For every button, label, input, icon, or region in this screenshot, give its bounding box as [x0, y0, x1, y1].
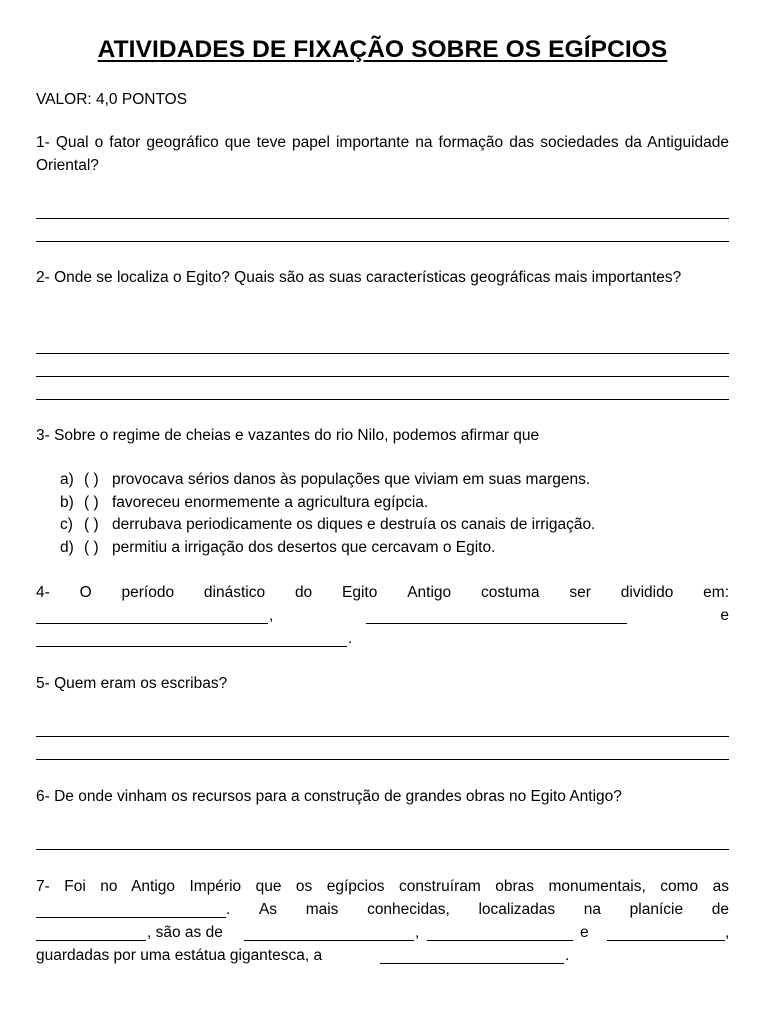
question-7-line-1: [36, 876, 729, 899]
q4-word: período: [121, 584, 175, 601]
option-letter: c): [60, 516, 73, 534]
q4-word: em:: [703, 584, 729, 601]
option-b: [60, 492, 595, 515]
answer-line[interactable]: [36, 218, 729, 219]
q7-word: .: [226, 901, 231, 918]
q4-word: dinástico: [203, 584, 266, 601]
answer-line[interactable]: [36, 241, 729, 242]
fill-blank[interactable]: [380, 947, 564, 964]
answer-line[interactable]: [36, 736, 729, 737]
answer-line[interactable]: [36, 353, 729, 354]
option-c: [60, 514, 595, 537]
option-text: provocava sérios danos às populações que viviam em suas margens.: [112, 471, 591, 488]
question-4-line-1: [36, 582, 729, 605]
q7-word: localizadas: [478, 901, 556, 918]
fill-blank[interactable]: [244, 924, 414, 941]
option-checkbox[interactable]: ( ): [84, 538, 99, 556]
q7-text: ,: [415, 924, 420, 941]
option-text: favoreceu enormemente a agricultura egípcia.: [112, 493, 429, 511]
fill-blank[interactable]: [366, 607, 627, 624]
answer-line[interactable]: [36, 376, 729, 377]
q7-word: na: [583, 901, 602, 918]
q7-word: mais: [305, 901, 339, 918]
fill-blank[interactable]: [36, 630, 347, 647]
q7-text: , são as de: [147, 924, 223, 941]
q4-word: 4-: [36, 584, 50, 601]
worksheet-page: [36, 0, 729, 1024]
q7-word: As: [258, 901, 278, 918]
q7-word: planície: [629, 901, 684, 918]
score-value: VALOR: 4,0 PONTOS: [36, 91, 188, 108]
option-text: permitiu a irrigação dos desertos que cercavam o Egito.: [112, 538, 496, 556]
q7-word: de: [711, 901, 729, 918]
q7-text: guardadas por uma estátua gigantesca, a: [36, 947, 323, 964]
page-title: ATIVIDADES DE FIXAÇÃO SOBRE OS EGÍPCIOS: [97, 36, 668, 63]
q4-word: do: [294, 584, 313, 601]
fill-blank[interactable]: [36, 924, 146, 941]
q7-text: 7- Foi no Antigo Império que os egípcios construíram obras monumentais, como as: [36, 878, 729, 895]
answer-line[interactable]: [36, 849, 729, 850]
question-3: 3- Sobre o regime de cheias e vazantes do rio Nilo, podemos afirmar que: [36, 427, 540, 444]
option-a: [60, 469, 595, 492]
option-letter: a): [60, 471, 74, 488]
option-checkbox[interactable]: ( ): [84, 493, 99, 511]
question-6: 6- De onde vinham os recursos para a construção de grandes obras no Egito Antigo?: [36, 788, 622, 805]
option-text: derrubava periodicamente os diques e destruía os canais de irrigação.: [112, 516, 596, 534]
q4-and: e: [720, 607, 729, 624]
q4-word: ser: [569, 584, 591, 601]
q7-text: ,: [725, 924, 730, 941]
q7-text: e: [580, 924, 589, 941]
q4-word: Antigo: [407, 584, 452, 601]
q4-period: .: [348, 630, 353, 647]
question-2: 2- Onde se localiza o Egito? Quais são as suas características geográficas mais importantes?: [36, 269, 682, 286]
question-1: 1- Qual o fator geográfico que teve papel importante na formação das sociedades da Antiguidade Oriental?: [36, 134, 729, 174]
answer-line[interactable]: [36, 759, 729, 760]
question-5: 5- Quem eram os escribas?: [36, 675, 228, 692]
option-letter: b): [60, 493, 74, 511]
option-letter: d): [60, 538, 74, 556]
fill-blank[interactable]: [36, 607, 268, 624]
fill-blank[interactable]: [36, 901, 226, 918]
q4-word: dividido: [620, 584, 674, 601]
fill-blank[interactable]: [427, 924, 573, 941]
q4-word: Egito: [342, 584, 378, 601]
fill-blank[interactable]: [607, 924, 725, 941]
option-checkbox[interactable]: ( ): [84, 516, 99, 534]
q4-comma: ,: [269, 607, 274, 624]
option-d: [60, 537, 595, 560]
q7-word: conhecidas,: [367, 901, 450, 918]
question-3-options: [60, 469, 595, 559]
q7-line-2-words: [226, 899, 729, 922]
q4-word: costuma: [480, 584, 540, 601]
option-checkbox[interactable]: ( ): [84, 471, 99, 488]
q4-word: O: [79, 584, 92, 601]
answer-line[interactable]: [36, 399, 729, 400]
q7-text: .: [565, 947, 570, 964]
